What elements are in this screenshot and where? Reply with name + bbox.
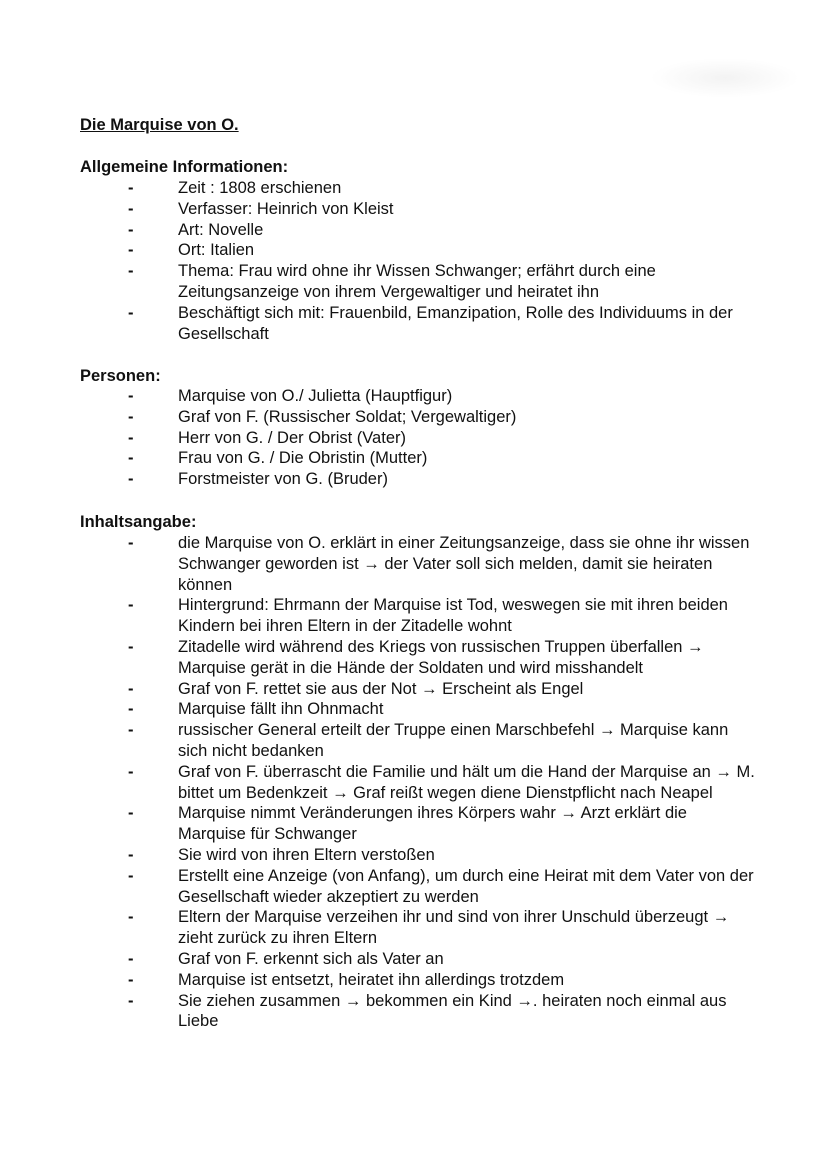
- scan-smudge: [650, 58, 800, 98]
- list-item: - Marquise nimmt Veränderungen ihres Körpers wahr → Arzt erklärt die Marquise für Schwanger: [128, 804, 687, 844]
- section-heading-info: Allgemeine Informationen:: [80, 158, 289, 176]
- list-item: - Frau von G. / Die Obristin (Mutter): [128, 449, 428, 468]
- bullet: -: [128, 449, 134, 468]
- list-item: - Sie ziehen zusammen → bekommen ein Kind →. heiraten noch einmal aus Liebe: [128, 991, 727, 1031]
- list-item: - Marquise von O./ Julietta (Hauptfigur): [128, 387, 453, 405]
- bullet: -: [128, 220, 134, 239]
- list-item: - Hintergrund: Ehrmann der Marquise ist Tod, weswegen sie mit ihren beiden Kindern bei ihren Eltern in der Zitadelle wohnt: [128, 596, 728, 636]
- bullet: -: [128, 387, 134, 405]
- bullet: -: [128, 845, 134, 864]
- list-item: - Beschäftigt sich mit: Frauenbild, Emanzipation, Rolle des Individuums in der Gesellschaft: [128, 303, 733, 343]
- bullet: -: [128, 596, 134, 615]
- persons-list: [0, 386, 758, 490]
- bullet: -: [128, 970, 134, 989]
- bullet: -: [128, 179, 134, 197]
- list-item: - Art: Novelle: [128, 220, 264, 239]
- bullet: -: [128, 908, 134, 927]
- bullet: -: [128, 428, 134, 447]
- bullet: -: [128, 991, 134, 1010]
- section-heading-persons: Personen:: [80, 367, 161, 385]
- list-item: - Thema: Frau wird ohne ihr Wissen Schwanger; erfährt durch eine Zeitungsanzeige von ihrem Vergewaltiger und heiratet ihn: [128, 262, 656, 301]
- list-item: - Marquise ist entsetzt, heiratet ihn allerdings trotzdem: [128, 970, 565, 989]
- list-item: - Graf von F. (Russischer Soldat; Vergewaltiger): [128, 407, 517, 426]
- list-item: - Ort: Italien: [128, 241, 255, 260]
- bullet: -: [128, 721, 134, 740]
- bullet: -: [128, 637, 134, 656]
- list-item: - Zeit : 1808 erschienen: [128, 179, 342, 197]
- list-item: - Graf von F. überrascht die Familie und hält um die Hand der Marquise an → M. bittet um Bedenkzeit → Graf reißt wegen diene Dienstpflicht nach Neapel: [128, 762, 755, 802]
- list-item: - Eltern der Marquise verzeihen ihr und sind von ihrer Unschuld überzeugt → zieht zurück zu ihren Eltern: [128, 908, 730, 948]
- list-item: - Herr von G. / Der Obrist (Vater): [128, 428, 406, 447]
- summary-list: [0, 533, 758, 1032]
- info-list: [0, 178, 758, 344]
- section-heading-summary: Inhaltsangabe:: [80, 513, 197, 531]
- list-item: - Erstellt eine Anzeige (von Anfang), um durch eine Heirat mit dem Vater von der Gesellschaft wieder akzeptiert zu werden: [128, 866, 754, 906]
- list-item: - Graf von F. rettet sie aus der Not → Erscheint als Engel: [128, 679, 584, 698]
- list-item: - Sie wird von ihren Eltern verstoßen: [128, 845, 435, 864]
- bullet: -: [128, 949, 134, 968]
- document-title: Die Marquise von O.: [80, 116, 239, 134]
- list-item: - Verfasser: Heinrich von Kleist: [128, 199, 394, 218]
- bullet: -: [128, 679, 134, 698]
- list-item: - Marquise fällt ihn Ohnmacht: [128, 700, 384, 719]
- list-item: - russischer General erteilt der Truppe einen Marschbefehl → Marquise kann sich nicht bedanken: [128, 721, 729, 760]
- bullet: -: [128, 700, 134, 719]
- bullet: -: [128, 262, 134, 281]
- bullet: -: [128, 762, 134, 781]
- bullet: -: [128, 303, 134, 322]
- bullet: -: [128, 470, 134, 489]
- bullet: -: [128, 866, 134, 885]
- bullet: -: [128, 534, 134, 552]
- list-item: - Forstmeister von G. (Bruder): [128, 470, 388, 489]
- bullet: -: [128, 804, 134, 823]
- bullet: -: [128, 241, 134, 260]
- list-item: - Graf von F. erkennt sich als Vater an: [128, 949, 444, 968]
- list-item: - Zitadelle wird während des Kriegs von russischen Truppen überfallen → Marquise gerät in die Hände der Soldaten und wird misshandelt: [128, 637, 704, 677]
- bullet: -: [128, 407, 134, 426]
- list-item: - die Marquise von O. erklärt in einer Zeitungsanzeige, dass sie ohne ihr wissen Schwanger geworden ist → der Vater soll sich melden, damit sie heiraten können: [128, 534, 750, 594]
- bullet: -: [128, 199, 134, 218]
